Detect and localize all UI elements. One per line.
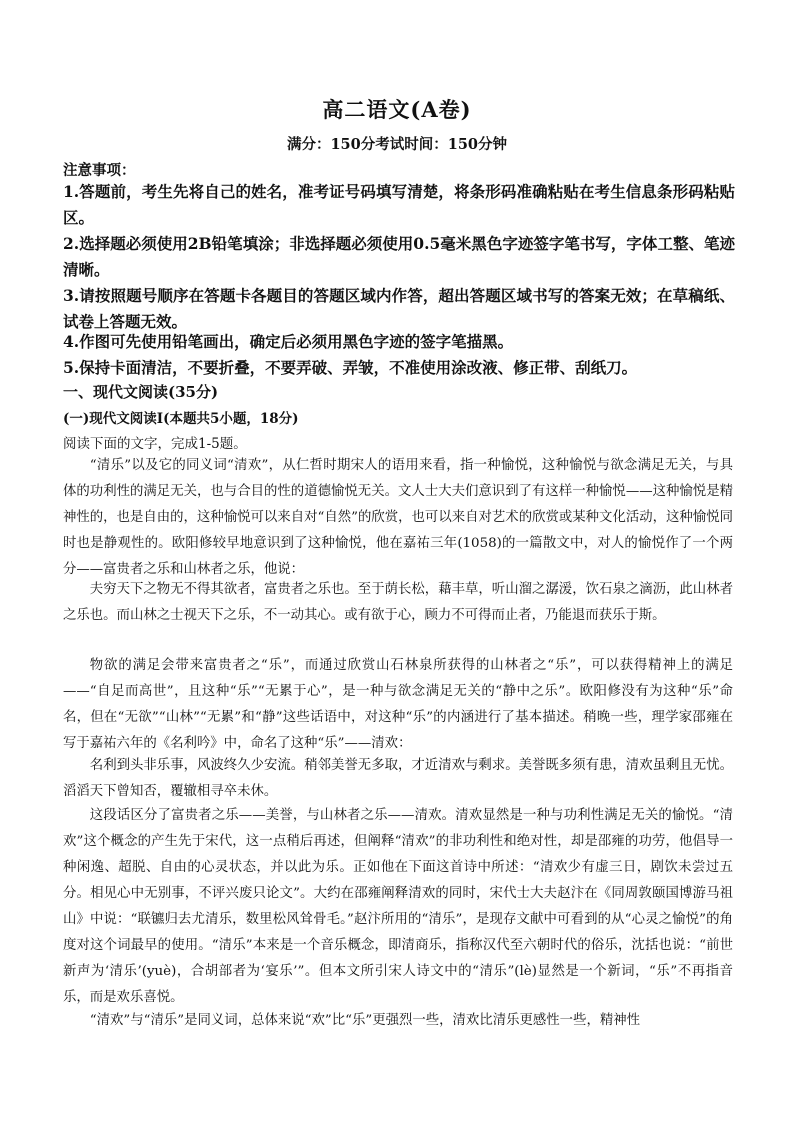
notice-item-4: 4.作图可先使用铅笔画出，确定后必须用黑色字迹的签字笔描黑。 xyxy=(63,332,514,351)
notice-item-3: 3.请按照题号顺序在答题卡各题目的答题区域内作答，超出答题区域书写的答案无效；在草稿纸、试卷上答题无效。 xyxy=(63,286,735,331)
section-heading: 一、现代文阅读(35分) xyxy=(63,383,219,401)
passage-paragraph-4: “清欢”与“清乐”是同义词，总体来说“欢”比“乐”更强烈一些，清欢比清乐更感性一些，精神性 xyxy=(89,1013,641,1028)
passage-paragraph-1: “清乐”以及它的同义词“清欢”，从仁哲时期宋人的语用来看，指一种愉悦，这种愉悦与欲念满足无关，与具体的功利性的满足无关，也与合目的性的道德愉悦无关。文人士大夫们意识到了有这样一种愉悦——这种愉悦是精神性的，也是自由的，这种愉悦可以来自对“自然”的欣赏，也可以来自对艺术的欣赏或某种文化活动，这种愉悦同时也是静观性的。欧阳修较早地意识到了这种愉悦，他在嘉祐三年(1058)的一篇散文中，对人的愉悦作了一个两分——富贵者之乐和山林者之乐，他说： xyxy=(63,458,733,577)
notice-item-1: 1.答题前，考生先将自己的姓名，准考证号码填写清楚，将条形码准确粘贴在考生信息条形码粘贴区。 xyxy=(63,182,735,227)
subsection-heading: (一)现代文阅读Ⅰ(本题共5小题，18分) xyxy=(63,411,299,427)
exam-subtitle: 满分：150分考试时间：150分钟 xyxy=(286,136,508,153)
passage-quote-2: 名利到头非乐事，风波终久少安流。稍邻美誉无多取，才近清欢与剩求。美誉既多须有患，清欢虽剩且无忧。滔滔天下曾知否，覆辙相寻卒未休。 xyxy=(63,758,733,799)
exam-title: 高二语文(A卷) xyxy=(322,97,472,122)
passage-paragraph-2: 物欲的满足会带来富贵者之“乐”，而通过欣赏山石林泉所获得的山林者之“乐”，可以获得精神上的满足——“自足而高世”，且这种“乐”“无累于心”，是一种与欲念满足无关的“静中之乐”。欧阳修没有为这种“乐”命名，但在“无欲”“山林”“无累”和“静”这些话语中，对这种“乐”的内涵进行了基本描述。稍晚一些，理学家邵雍在写于嘉祐六年的《名利吟》中，命名了这种“乐”——清欢： xyxy=(63,658,733,751)
notice-label: 注意事项： xyxy=(63,162,136,179)
notice-item-5: 5.保持卡面清洁，不要折叠，不要弄破、弄皱，不准使用涂改液、修正带、刮纸刀。 xyxy=(63,358,638,377)
reading-instruction: 阅读下面的文字，完成1-5题。 xyxy=(63,436,247,452)
notice-item-2: 2.选择题必须使用2B铅笔填涂；非选择题必须使用0.5毫米黑色字迹签字笔书写，字体工整、笔迹清晰。 xyxy=(63,234,735,279)
passage-quote-1: 夫穷天下之物无不得其欲者，富贵者之乐也。至于荫长松，藉丰草，听山溜之潺湲，饮石泉之滴沥，此山林者之乐也。而山林之士视天下之乐，不一动其心。或有欲于心，顾力不可得而止者，乃能退而获乐于斯。 xyxy=(63,582,733,623)
passage-paragraph-3: 这段话区分了富贵者之乐——美誉，与山林者之乐——清欢。清欢显然是一种与功利性满足无关的愉悦。“清欢”这个概念的产生先于宋代，这一点稍后再述，但阐释“清欢”的非功利性和绝对性，却是邵雍的功劳，他倡导一种闲逸、超脱、自由的心灵状态，并以此为乐。正如他在下面这首诗中所述：“清欢少有虚三日，剧饮未尝过五分。相见心中无别事，不评兴废只论文”。大约在邵雍阐释清欢的同时，宋代士大夫赵汴在《同周敦颐国博游马祖山》中说：“联镳归去尤清乐，数里松风耸骨毛。”赵汴所用的“清乐”，是现存文献中可看到的从“心灵之愉悦”的角度对这个词最早的使用。“清乐”本来是一个音乐概念，即清商乐，指称汉代至六朝时代的俗乐，沈括也说：“前世新声为‘清乐’(yuè)，合胡部者为‘宴乐’”。但本文所引宋人诗文中的“清乐”(lè)显然是一个新词，“乐”不再指音乐，而是欢乐喜悦。 xyxy=(63,808,733,1005)
